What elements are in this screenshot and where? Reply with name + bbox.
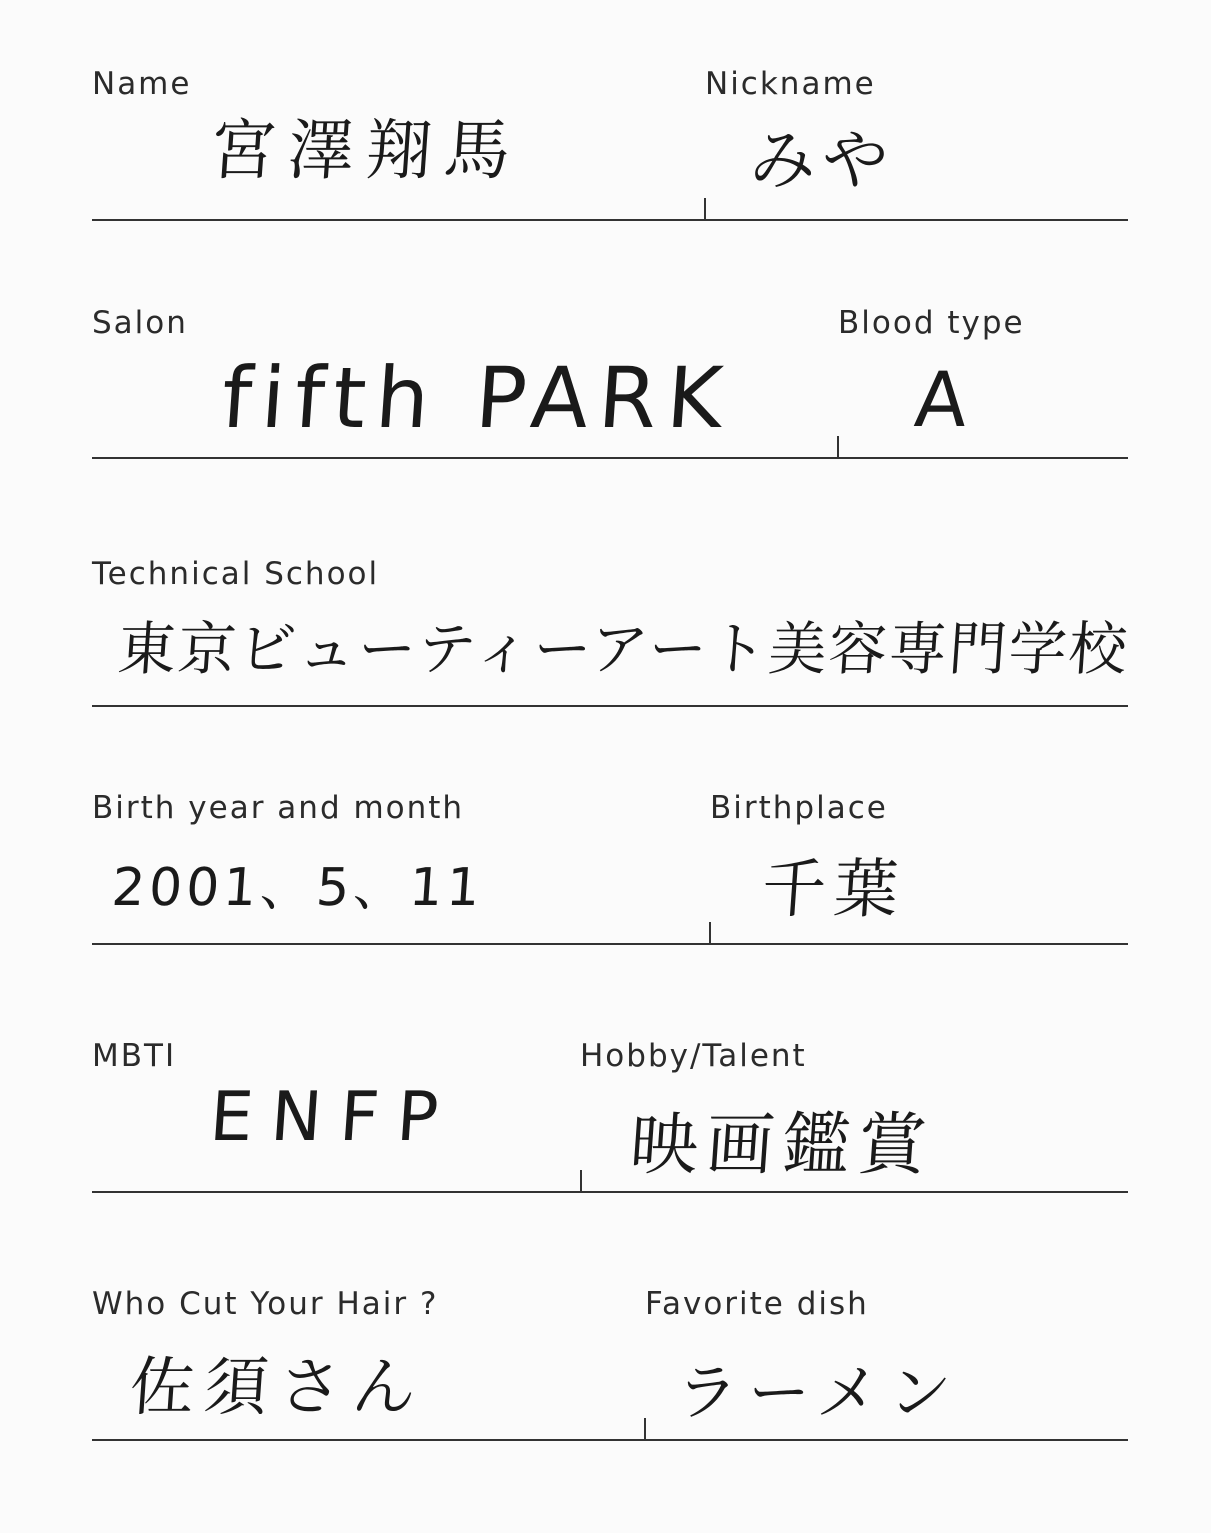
name-label: Name [92, 66, 192, 102]
birth-value: 2001、5、11 [109, 858, 486, 918]
school-row-line [92, 705, 1128, 707]
birth-row-divider [709, 922, 711, 944]
nickname-label: Nickname [705, 66, 876, 102]
mbti-value: ENFP [207, 1078, 459, 1157]
salon-value: fifth PARK [218, 349, 736, 447]
hobby-value: 映画鑑賞 [627, 1106, 937, 1185]
mbti-row-line [92, 1191, 1128, 1193]
blood-type-value: A [911, 355, 981, 444]
name-row-line [92, 219, 1128, 221]
haircut-row-divider [644, 1418, 646, 1440]
mbti-row-divider [580, 1170, 582, 1192]
salon-row-divider [837, 436, 839, 458]
haircut-label: Who Cut Your Hair ? [92, 1286, 439, 1322]
name-row-divider [704, 198, 706, 220]
salon-label: Salon [92, 305, 188, 341]
birth-row-line [92, 943, 1128, 945]
haircut-value: 佐須さん [127, 1351, 429, 1425]
nickname-value: みや [747, 122, 897, 199]
mbti-label: MBTI [92, 1038, 177, 1074]
haircut-row-line [92, 1439, 1128, 1441]
birthplace-label: Birthplace [710, 790, 888, 826]
birthplace-value: 千葉 [759, 853, 909, 927]
name-value: 宮澤翔馬 [207, 112, 525, 189]
birth-label: Birth year and month [92, 790, 465, 826]
hobby-label: Hobby/Talent [580, 1038, 807, 1074]
blood-type-label: Blood type [838, 305, 1025, 341]
dish-value: ラーメン [673, 1356, 964, 1429]
school-label: Technical School [92, 556, 380, 592]
salon-row-line [92, 457, 1128, 459]
dish-label: Favorite dish [645, 1286, 869, 1322]
school-value: 東京ビューティーアート美容専門学校 [115, 615, 1132, 683]
